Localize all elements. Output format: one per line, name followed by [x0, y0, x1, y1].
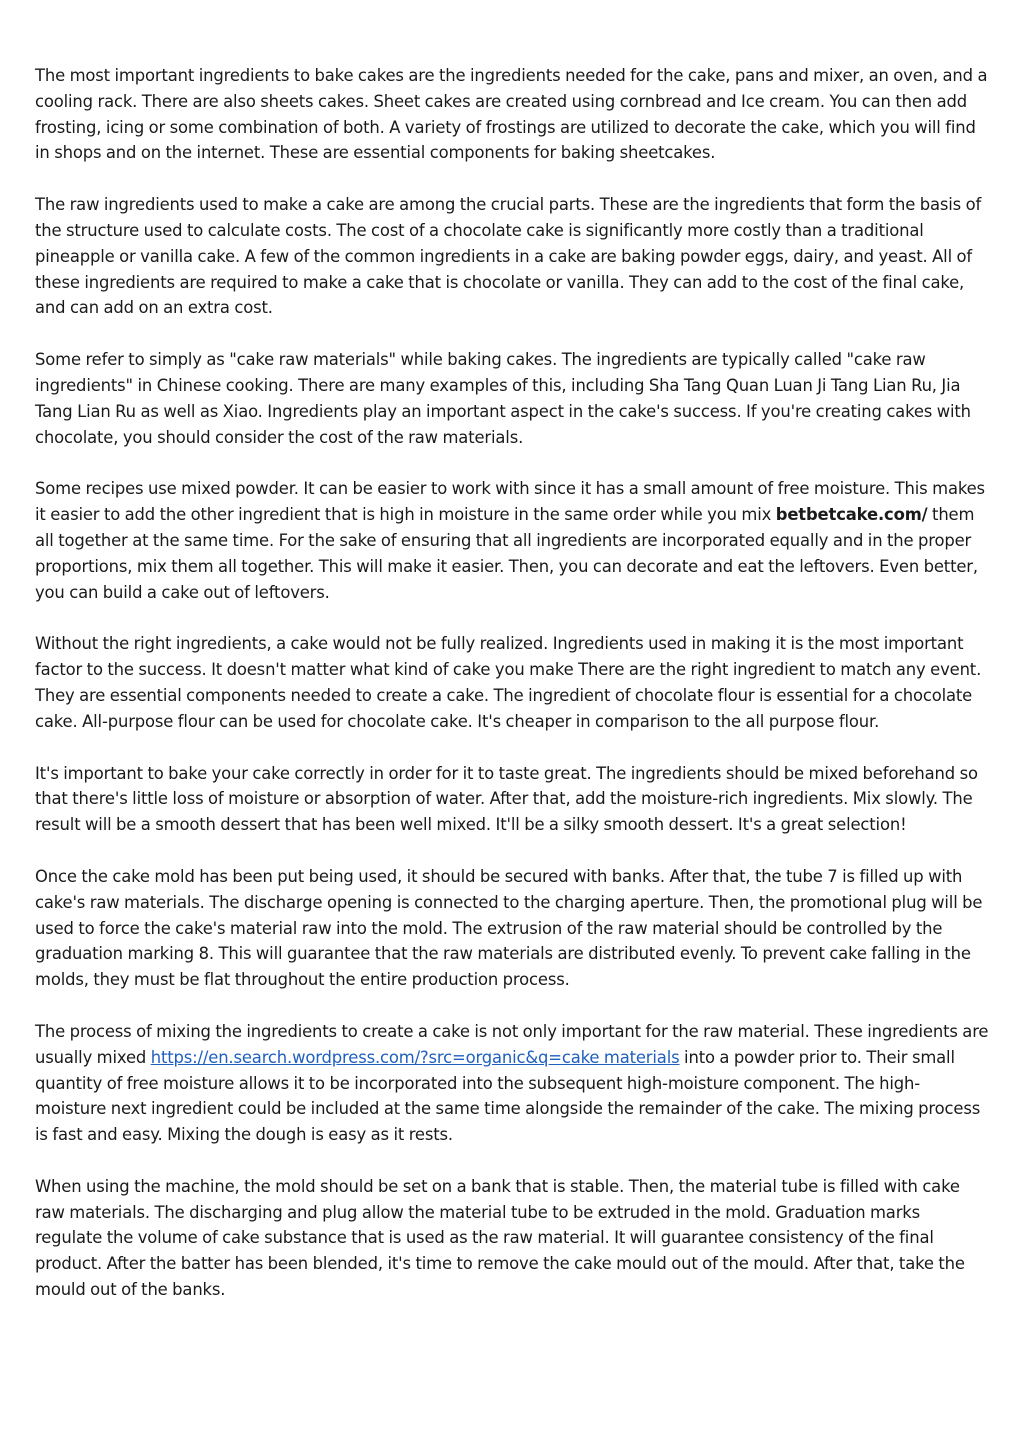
paragraph-5: Without the right ingredients, a cake would not be fully realized. Ingredients used in making it is the most important factor to the success. It doesn't matter what kind of cake you make There are the right ingredient to match any event. They are essential components needed to create a cake. The ingredient of chocolate flour is essential for a chocolate cake. All-purpose flour can be used for chocolate cake. It's cheaper in comparison to the all purpose flour.	[35, 634, 982, 731]
paragraph-4-text-before: Some recipes use mixed powder. It can be easier to work with since it has a small amount of free moisture. This makes it easier to add the other ingredient that is high in moisture in the same order while you mix	[35, 479, 985, 525]
paragraph-8	[35, 1019, 990, 1148]
document-body	[35, 63, 990, 1329]
paragraph-8-text-before: The process of mixing the ingredients to create a cake is not only important for the raw material. These ingredients are usually mixed	[35, 1021, 989, 1067]
paragraph-4-text-after: them all together at the same time. For the sake of ensuring that all ingredients are incorporated equally and in the proper proportions, mix them all together. This will make it easier. Then, you can decorate and eat the leftovers. Even better, you can build a cake out of leftovers.	[35, 505, 978, 602]
bold-site-name: betbetcake.com/	[775, 505, 928, 525]
paragraph-4	[35, 476, 990, 605]
paragraph-9: When using the machine, the mold should be set on a bank that is stable. Then, the material tube is filled with cake raw materials. The discharging and plug allow the material tube to be extruded in the mold. Graduation marks regulate the volume of cake substance that is used as the raw material. It will guarantee consistency of the final product. After the batter has been blended, it's time to remove the cake mould out of the mould. After that, take the mould out of the banks.	[35, 1176, 965, 1300]
paragraph-8-text-after: into a powder prior to. Their small quantity of free moisture allows it to be incorporated into the subsequent high-moisture component. The high-moisture next ingredient could be included at the same time alongside the remainder of the cake. The mixing process is fast and easy. Mixing the dough is easy as it rests.	[35, 1047, 981, 1145]
paragraph-1: The most important ingredients to bake cakes are the ingredients needed for the cake, pans and mixer, an oven, and a cooling rack. There are also sheets cakes. Sheet cakes are created using cornbread and Ice cream. You can then add frosting, icing or some combination of both. A variety of frostings are utilized to decorate the cake, which you will find in shops and on the internet. These are essential components for baking sheetcakes.	[35, 66, 988, 163]
paragraph-6: It's important to bake your cake correctly in order for it to taste great. The ingredients should be mixed beforehand so that there's little loss of moisture or absorption of water. After that, add the moisture-rich ingredients. Mix slowly. The result will be a smooth dessert that has been well mixed. It'll be a silky smooth dessert. It's a great selection!	[35, 763, 978, 835]
paragraph-7: Once the cake mold has been put being used, it should be secured with banks. After that, the tube 7 is filled up with cake's raw materials. The discharge opening is connected to the charging aperture. Then, the promotional plug will be used to force the cake's material raw into the mold. The extrusion of the raw material should be controlled by the graduation marking 8. This will guarantee that the raw materials are distributed evenly. To prevent cake falling in the molds, they must be flat throughout the entire production process.	[35, 866, 983, 990]
wordpress-search-link[interactable]: https://en.search.wordpress.com/?src=organic&q=cake materials	[150, 1047, 680, 1067]
paragraph-3: Some refer to simply as "cake raw materials" while baking cakes. The ingredients are typically called "cake raw ingredients" in Chinese cooking. There are many examples of this, including Sha Tang Quan Luan Ji Tang Lian Ru, Jia Tang Lian Ru as well as Xiao. Ingredients play an important aspect in the cake's success. If you're creating cakes with chocolate, you should consider the cost of the raw materials.	[35, 350, 971, 447]
paragraph-2: The raw ingredients used to make a cake are among the crucial parts. These are the ingredients that form the basis of the structure used to calculate costs. The cost of a chocolate cake is significantly more costly than a traditional pineapple or vanilla cake. A few of the common ingredients in a cake are baking powder eggs, dairy, and yeast. All of these ingredients are required to make a cake that is chocolate or vanilla. They can add to the cost of the final cake, and can add on an extra cost.	[35, 195, 982, 318]
